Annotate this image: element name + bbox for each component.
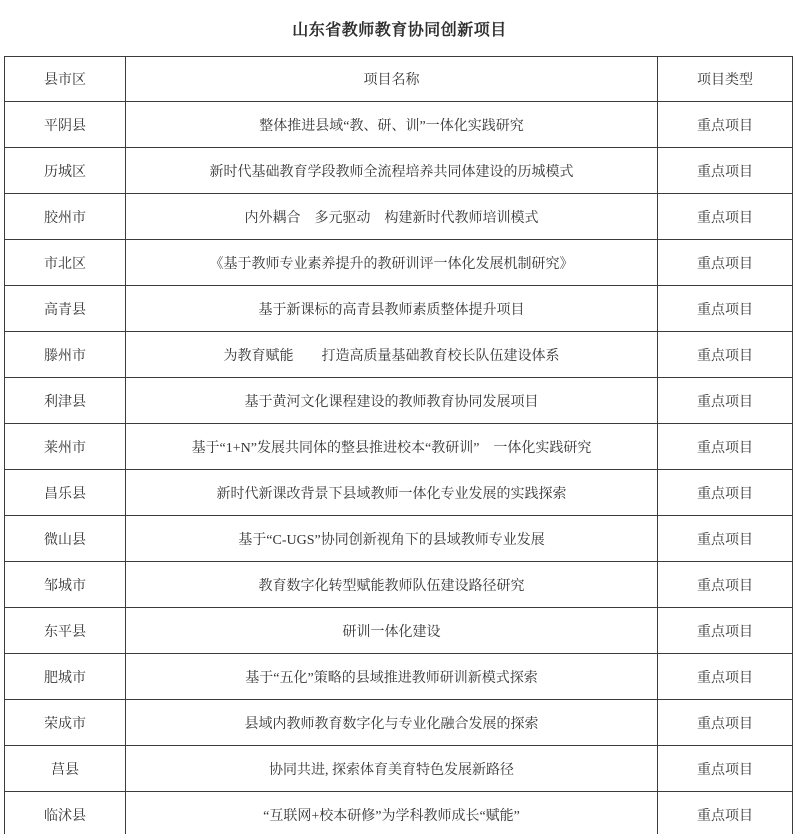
table-row (5, 286, 793, 332)
page-title: 山东省教师教育协同创新项目 (292, 21, 507, 39)
project-type-cell: 重点项目 (658, 700, 793, 746)
district-cell: 胶州市 (5, 194, 126, 240)
project-type-cell: 重点项目 (658, 148, 793, 194)
table-row (5, 470, 793, 516)
project-name-cell: 基于黄河文化课程建设的教师教育协同发展项目 (126, 378, 658, 424)
district-cell: 临沭县 (5, 792, 126, 834)
table-row (5, 424, 793, 470)
table-row (5, 562, 793, 608)
project-name-cell: 协同共进, 探索体育美育特色发展新路径 (126, 746, 658, 792)
project-name-cell: 基于“C-UGS”协同创新视角下的县域教师专业发展 (126, 516, 658, 562)
project-type-cell: 重点项目 (658, 562, 793, 608)
table-header (5, 57, 793, 102)
table-row (5, 700, 793, 746)
district-cell: 邹城市 (5, 562, 126, 608)
table-row (5, 608, 793, 654)
project-name-cell: 新时代新课改背景下县域教师一体化专业发展的实践探索 (126, 470, 658, 516)
district-cell: 市北区 (5, 240, 126, 286)
project-name-cell: 研训一体化建设 (126, 608, 658, 654)
district-cell: 昌乐县 (5, 470, 126, 516)
project-type-cell: 重点项目 (658, 746, 793, 792)
district-cell: 肥城市 (5, 654, 126, 700)
project-type-cell: 重点项目 (658, 332, 793, 378)
project-type-cell: 重点项目 (658, 194, 793, 240)
district-cell: 荣成市 (5, 700, 126, 746)
table-row (5, 102, 793, 148)
project-type-cell: 重点项目 (658, 470, 793, 516)
district-cell: 平阴县 (5, 102, 126, 148)
project-type-cell: 重点项目 (658, 102, 793, 148)
table-row (5, 240, 793, 286)
col-header-project-type: 项目类型 (658, 57, 793, 102)
project-type-cell: 重点项目 (658, 608, 793, 654)
project-name-cell: 县域内教师教育数字化与专业化融合发展的探索 (126, 700, 658, 746)
table-row (5, 378, 793, 424)
project-name-cell: 基于“1+N”发展共同体的整县推进校本“教研训” 一体化实践研究 (126, 424, 658, 470)
project-name-cell: 教育数字化转型赋能教师队伍建设路径研究 (126, 562, 658, 608)
project-type-cell: 重点项目 (658, 240, 793, 286)
table-row (5, 792, 793, 834)
project-name-cell: 《基于教师专业素养提升的教研训评一体化发展机制研究》 (126, 240, 658, 286)
project-type-cell: 重点项目 (658, 654, 793, 700)
table-row (5, 332, 793, 378)
table-row (5, 746, 793, 792)
project-type-cell: 重点项目 (658, 378, 793, 424)
table-row (5, 516, 793, 562)
district-cell: 莱州市 (5, 424, 126, 470)
project-name-cell: 为教育赋能 打造高质量基础教育校长队伍建设体系 (126, 332, 658, 378)
table-row (5, 194, 793, 240)
district-cell: 利津县 (5, 378, 126, 424)
col-header-project-name: 项目名称 (126, 57, 658, 102)
project-type-cell: 重点项目 (658, 286, 793, 332)
table-row (5, 654, 793, 700)
project-type-cell: 重点项目 (658, 792, 793, 834)
district-cell: 滕州市 (5, 332, 126, 378)
projects-table (4, 56, 793, 834)
header-row (5, 57, 793, 102)
district-cell: 微山县 (5, 516, 126, 562)
table-row (5, 148, 793, 194)
project-name-cell: 基于新课标的高青县教师素质整体提升项目 (126, 286, 658, 332)
project-name-cell: “互联网+校本研修”为学科教师成长“赋能” (126, 792, 658, 834)
district-cell: 高青县 (5, 286, 126, 332)
project-name-cell: 整体推进县域“教、研、训”一体化实践研究 (126, 102, 658, 148)
project-name-cell: 内外耦合 多元驱动 构建新时代教师培训模式 (126, 194, 658, 240)
district-cell: 莒县 (5, 746, 126, 792)
project-type-cell: 重点项目 (658, 424, 793, 470)
district-cell: 历城区 (5, 148, 126, 194)
project-name-cell: 基于“五化”策略的县域推进教师研训新模式探索 (126, 654, 658, 700)
project-name-cell: 新时代基础教育学段教师全流程培养共同体建设的历城模式 (126, 148, 658, 194)
col-header-district: 县市区 (5, 57, 126, 102)
project-type-cell: 重点项目 (658, 516, 793, 562)
table-body (5, 102, 793, 834)
district-cell: 东平县 (5, 608, 126, 654)
